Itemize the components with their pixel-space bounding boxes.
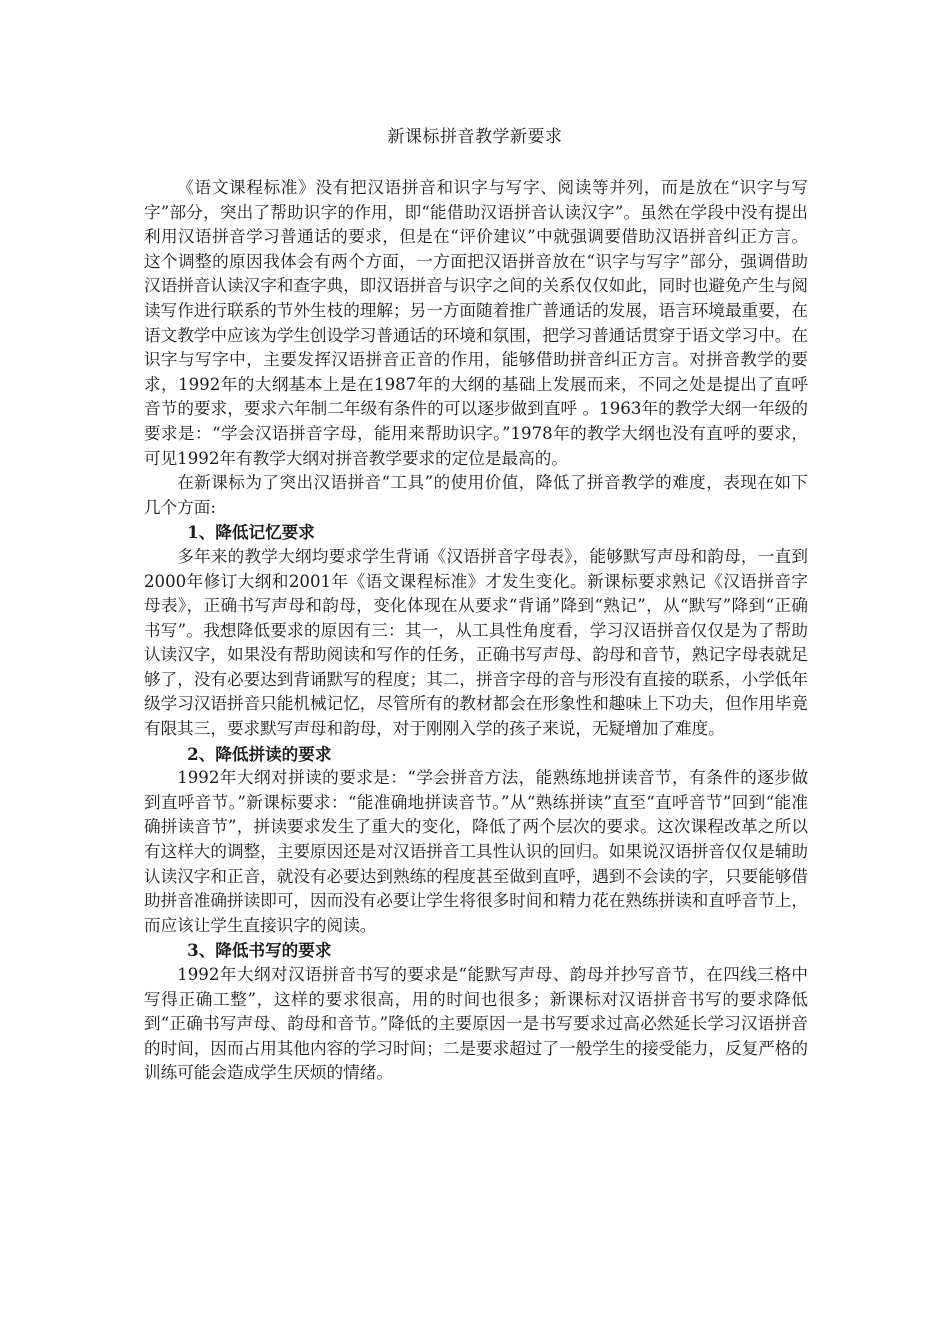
intro-paragraph-1: 《语文课程标准》没有把汉语拼音和识字与写字、阅读等并列，而是放在“识字与写字”部分，突出了帮助识字的作用，即“能借助汉语拼音认读汉字”。虽然在学段中没有提出利用汉语拼音学习普通话的要求，但是在“评价建议”中就强调要借助汉语拼音纠正方言。这个调整的原因我体会有两个方面，一方面把汉语拼音放在“识字与写字”部分，强调借助汉语拼音认读汉字和查字典，即汉语拼音与识字之间的关系仅仅如此，同时也避免产生与阅读写作进行联系的节外生枝的理解；另一方面随着推广普通话的发展，语言环境最重要，在语文教学中应该为学生创设学习普通话的环境和氛围，把学习普通话贯穿于语文学习中。在识字与写字中，主要发挥汉语拼音正音的作用，能够借助拼音纠正方言。对拼音教学的要求，1992年的大纲基本上是在1987年的大纲的基础上发展而来，不同之处是提出了直呼音节的要求，要求六年制二年级有条件的可以逐步做到直呼 。1963年的教学大纲一年级的要求是：“学会汉语拼音字母，能用来帮助识字。”1978年的教学大纲也没有直呼的要求，可见1992年有教学大纲对拼音教学要求的定位是最高的。	[144, 178, 808, 468]
section-3-heading: 3、降低书写的要求	[187, 940, 332, 961]
intro-paragraph-2: 在新课标为了突出汉语拼音“工具”的使用价值，降低了拼音教学的难度，表现在如下几个方面:	[144, 473, 808, 517]
document-title: 新课标拼音教学新要求	[387, 127, 563, 147]
section-2-heading: 2、降低拼读的要求	[187, 743, 332, 764]
section-2-paragraph: 1992年大纲对拼读的要求是：“学会拼音方法，能熟练地拼读音节，有条件的逐步做到直呼音节。”新课标要求：“能准确地拼读音节。”从“熟练拼读”直至“直呼音节”回到“能准确拼读音节”，拼读要求发生了重大的变化，降低了两个层次的要求。这次课程改革之所以有这样大的调整，主要原因还是对汉语拼音工具性认识的回归。如果说汉语拼音仅仅是辅助认读汉字和正音，就没有必要达到熟练的程度甚至做到直呼，遇到不会读的字，只要能够借助拼音准确拼读即可，因而没有必要让学生将很多时间和精力花在熟练拼读和直呼音节上，而应该让学生直接识字的阅读。	[144, 768, 808, 935]
section-3-paragraph: 1992年大纲对汉语拼音书写的要求是“能默写声母、韵母并抄写音节，在四线三格中写得正确工整”，这样的要求很高，用的时间也很多；新课标对汉语拼音书写的要求降低到“正确书写声母、韵母和音节。”降低的主要原因一是书写要求过高必然延长学习汉语拼音的时间，因而占用其他内容的学习时间；二是要求超过了一般学生的接受能力，反复严格的训练可能会造成学生厌烦的情绪。	[144, 965, 808, 1083]
document-body	[144, 176, 808, 1086]
section-1-heading: 1、降低记忆要求	[187, 522, 315, 543]
section-1-paragraph: 多年来的教学大纲均要求学生背诵《汉语拼音字母表》，能够默写声母和韵母，一直到2000年修订大纲和2001年《语文课程标准》才发生变化。新课标要求熟记《汉语拼音字母表》，正确书写声母和韵母，变化体现在从要求“背诵”降到“熟记”，从“默写”降到“正确书写”。我想降低要求的原因有三：其一，从工具性角度看，学习汉语拼音仅仅是为了帮助认读汉字，如果没有帮助阅读和写作的任务，正确书写声母、韵母和音节，熟记字母表就足够了，没有必要达到背诵默写的程度；其二，拼音字母的音与形没有直接的联系，小学低年级学习汉语拼音只能机械记忆，尽管所有的教材都会在形象性和趣味上下功夫，但作用毕竟有限其三，要求默写声母和韵母，对于刚刚入学的孩子来说，无疑增加了难度。	[144, 546, 808, 739]
